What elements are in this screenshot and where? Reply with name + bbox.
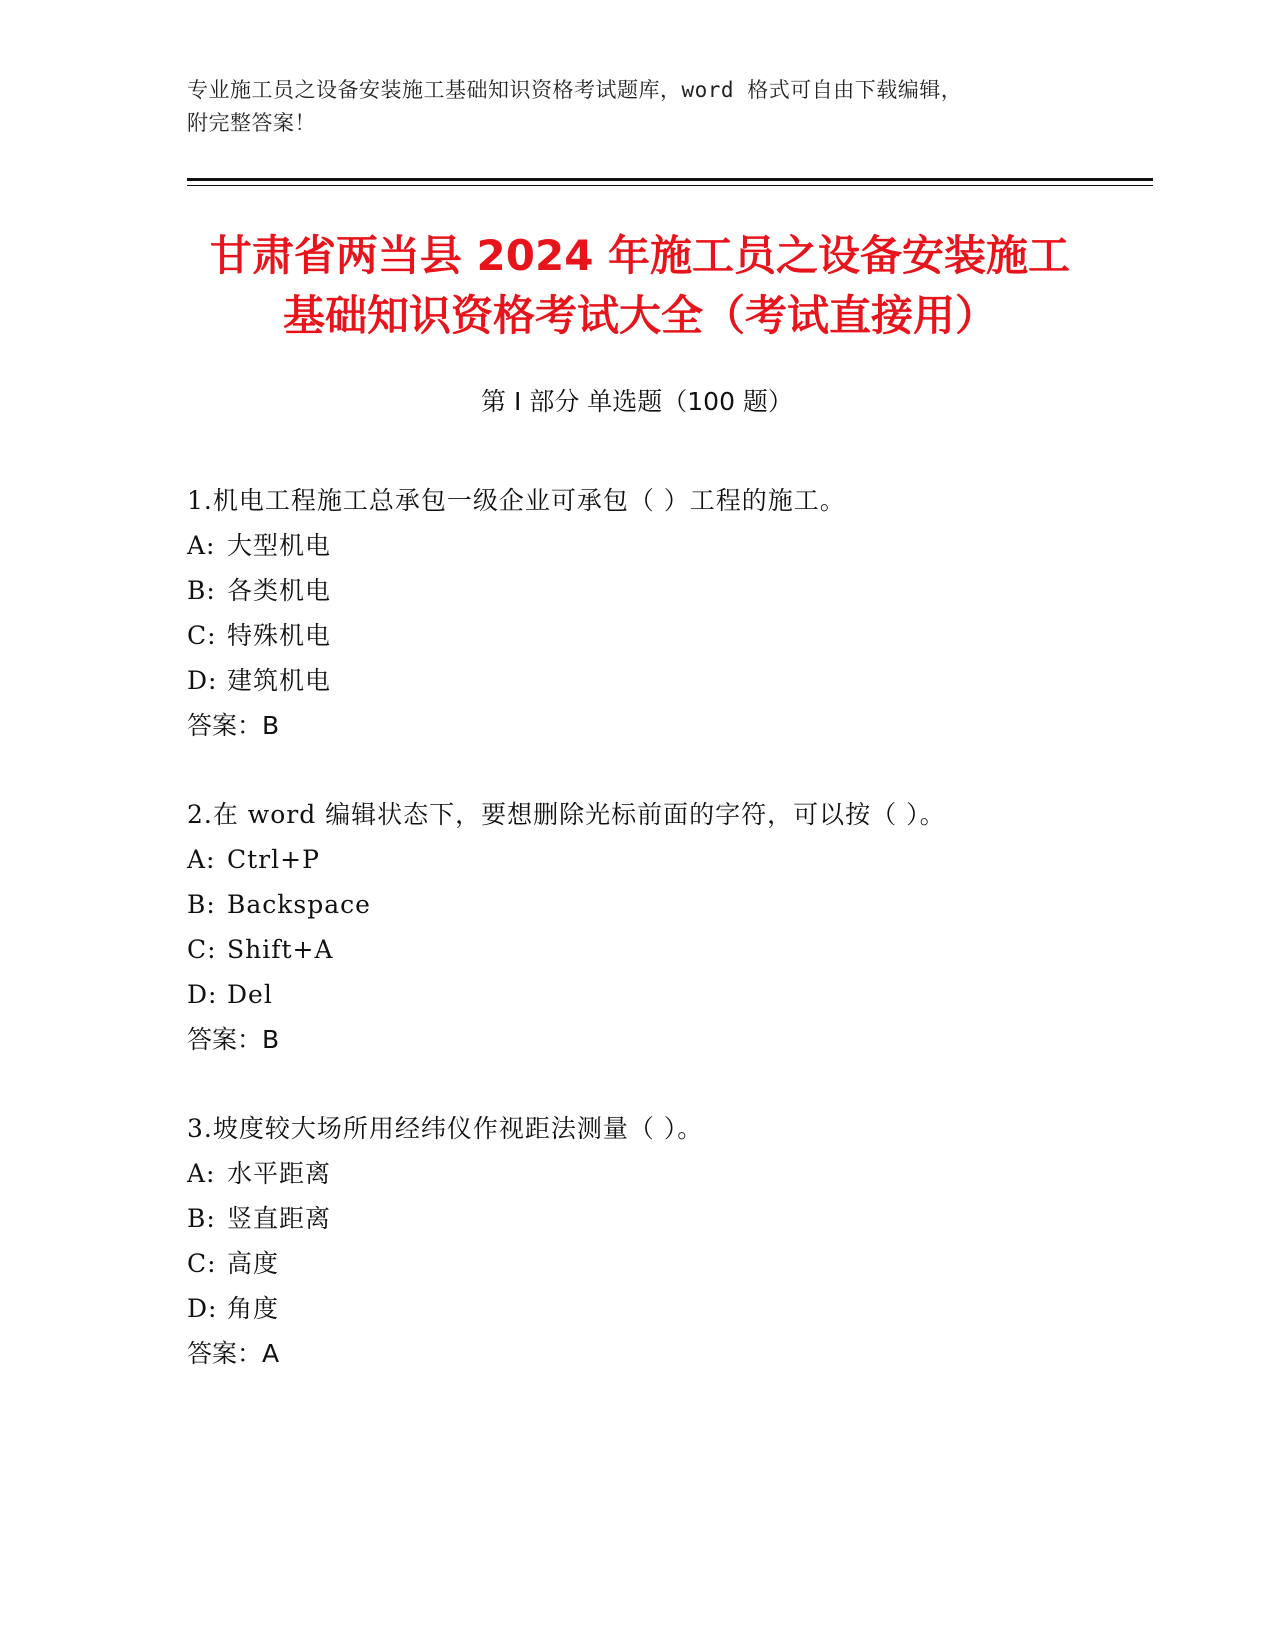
option-key: A:	[187, 531, 216, 560]
option-text: 特殊机电	[227, 621, 332, 650]
option-key: A:	[187, 1159, 216, 1188]
option-text: 各类机电	[227, 576, 332, 605]
option-key: B:	[187, 1204, 216, 1233]
option-c	[187, 927, 1107, 972]
question-2	[187, 792, 1107, 1062]
question-stem: 1.机电工程施工总承包一级企业可承包（ ）工程的施工。	[187, 486, 846, 515]
option-a	[187, 1151, 1107, 1196]
option-text: Del	[227, 980, 273, 1009]
header-note	[187, 74, 1067, 140]
option-c	[187, 1241, 1107, 1286]
option-b	[187, 568, 1107, 613]
question-stem: 3.坡度较大场所用经纬仪作视距法测量（ ）。	[187, 1114, 704, 1143]
option-key: C:	[187, 1249, 217, 1278]
answer: 答案：B	[187, 711, 280, 740]
answer: 答案：B	[187, 1025, 280, 1054]
question-1	[187, 478, 1107, 748]
document-title-line-1: 甘肃省两当县 2024 年施工员之设备安装施工	[209, 231, 1071, 280]
header-divider-thin	[187, 185, 1153, 186]
option-c	[187, 613, 1107, 658]
option-a	[187, 837, 1107, 882]
option-key: B:	[187, 576, 216, 605]
option-b	[187, 882, 1107, 927]
option-key: A:	[187, 845, 216, 874]
option-a	[187, 523, 1107, 568]
option-key: D:	[187, 980, 218, 1009]
question-stem: 2.在 word 编辑状态下，要想删除光标前面的字符，可以按（ ）。	[187, 800, 946, 829]
option-d	[187, 972, 1107, 1017]
option-text: Ctrl+P	[227, 845, 320, 874]
option-text: Shift+A	[227, 935, 334, 964]
document-title-line-2: 基础知识资格考试大全（考试直接用）	[282, 291, 997, 340]
section-heading: 第 I 部分 单选题（100 题）	[481, 387, 793, 416]
option-key: D:	[187, 1294, 218, 1323]
option-key: C:	[187, 621, 217, 650]
question-list	[187, 478, 1107, 1420]
option-text: 大型机电	[227, 531, 332, 560]
header-note-line-2: 附完整答案！	[187, 111, 316, 135]
header-divider-thick	[187, 178, 1153, 181]
header-note-line-1: 专业施工员之设备安装施工基础知识资格考试题库，word 格式可自由下载编辑，	[187, 78, 963, 102]
document-title	[150, 226, 1130, 346]
option-text: 角度	[227, 1294, 280, 1323]
option-d	[187, 658, 1107, 703]
option-key: B:	[187, 890, 216, 919]
option-key: C:	[187, 935, 217, 964]
question-3	[187, 1106, 1107, 1376]
option-text: 水平距离	[227, 1159, 332, 1188]
option-key: D:	[187, 666, 218, 695]
option-text: 竖直距离	[227, 1204, 332, 1233]
option-d	[187, 1286, 1107, 1331]
option-b	[187, 1196, 1107, 1241]
answer: 答案：A	[187, 1339, 280, 1368]
option-text: 建筑机电	[227, 666, 332, 695]
option-text: 高度	[227, 1249, 280, 1278]
option-text: Backspace	[227, 890, 371, 919]
